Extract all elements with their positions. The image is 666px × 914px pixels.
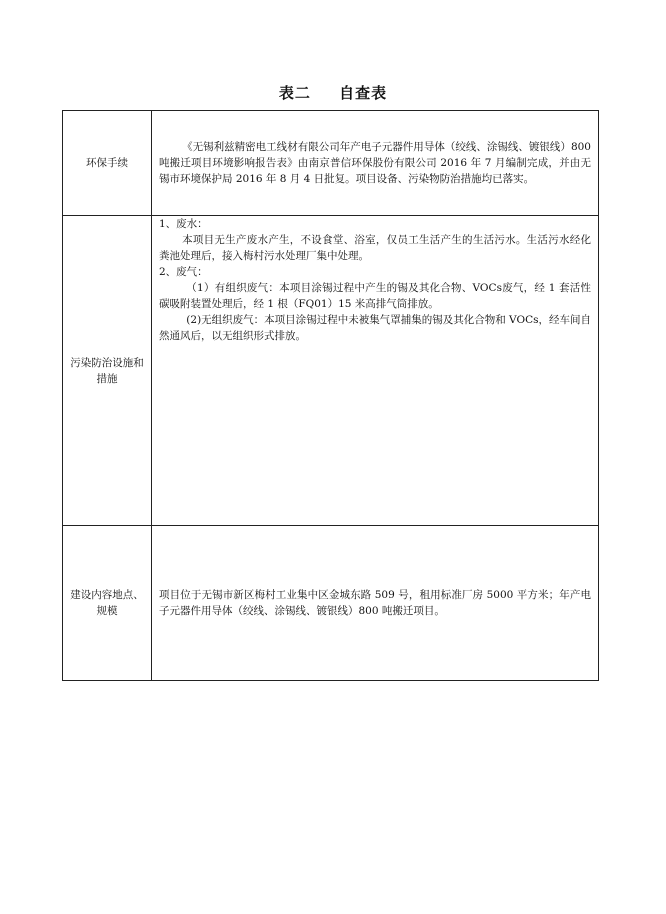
table-row: [63, 526, 599, 681]
row-content-pollution-control: [152, 216, 599, 526]
row-label-construction: 建设内容地点、规模: [63, 526, 152, 681]
permits-paragraph: 《无锡利兹精密电工线材有限公司年产电子元器件用导体（绞线、涂锡线、镀银线）800吨搬迁项目环境影响报告表》由南京普信环保股份有限公司 2016 年 7 月编制完成，并由无锡市环境保护局 2016 年 8 月 4 日批复。项目设备、污染物防治措施均已落实。: [159, 141, 591, 185]
row-label-pollution-control: 污染防治设施和措施: [63, 216, 152, 526]
table-row: [63, 216, 599, 526]
page-title: [0, 82, 666, 103]
row-label-permits: 环保手续: [63, 111, 152, 216]
exhaust-heading: 2、废气：: [159, 266, 208, 278]
wastewater-text: 本项目无生产废水产生，不设食堂、浴室，仅员工生活产生的生活污水。生活污水经化粪池处理后，接入梅村污水处理厂集中处理。: [159, 234, 591, 262]
construction-text: 项目位于无锡市新区梅村工业集中区金城东路 509 号，租用标准厂房 5000 平方米；年产电子元器件用导体（绞线、涂锡线、镀银线）800 吨搬迁项目。: [159, 589, 591, 617]
table-number: 表二: [278, 84, 311, 102]
row-content-construction: [152, 526, 599, 681]
row-content-permits: [152, 111, 599, 216]
unorganized-exhaust-text: (2)无组织废气：本项目涂锡过程中未被集气罩捕集的锡及其化合物和 VOCs，经车间自然通风后，以无组织形式排放。: [159, 314, 591, 342]
table-row: [63, 111, 599, 216]
organized-exhaust-text: （1）有组织废气：本项目涂锡过程中产生的锡及其化合物、VOCs废气，经 1 套活性碳吸附装置处理后，经 1 根（FQ01）15 米高排气筒排放。: [159, 282, 591, 310]
wastewater-heading: 1、废水：: [159, 218, 208, 230]
self-check-table: [62, 110, 599, 681]
table-title: 自查表: [339, 84, 388, 102]
